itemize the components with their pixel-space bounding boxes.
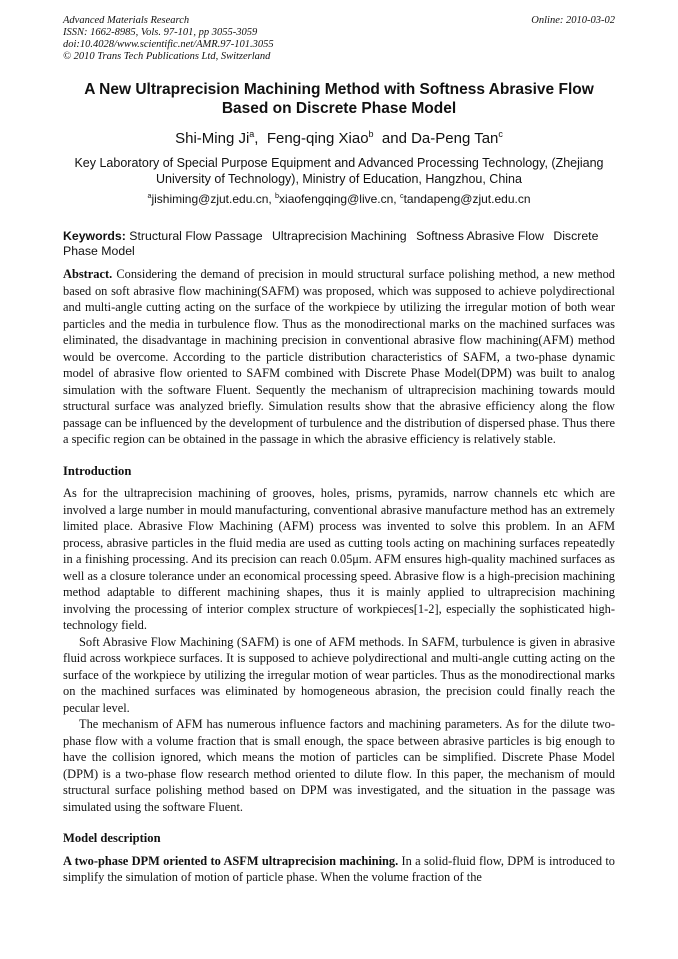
email-mark: b bbox=[275, 191, 280, 200]
copyright-line: © 2010 Trans Tech Publications Ltd, Switzerland bbox=[63, 51, 271, 62]
keyword: Structural Flow Passage bbox=[129, 229, 263, 243]
email-mark: c bbox=[399, 191, 404, 200]
abstract-text: Considering the demand of precision in mould structural surface polishing method, a new method based on soft abrasive flow machining(SAFM) was proposed, which was supposed to achieve polydirectional and multi-angle cutting acting on the surface of the workpiece by utilizing the irregular motion of both wear particles and the media in turbulence flow. Thus as the monodirectional marks on the machined surfaces was eliminated, the disadvantage in machining precision in conventional abrasive flow machining(AFM) method would be overcome. According to the particle distribution characteristics of SAFM, a two-phase dynamic model of abrasive flow oriented to SAFM combined with Discrete Phase Model(DPM) was built to analog simulation with the software Fluent. Sequently the mechanism of ultraprecision machining towards mould structural surface was analyzed briefly. Simulation results show that the abrasive efficiency along the flow passage can be influenced by the development of turbulence and the distribution of dispersed phase. Thus there a specific region can be obtained in the passage in which the abrasive efficiency is relatively stable. bbox=[63, 267, 615, 446]
email-address[interactable]: jishiming@zjut.edu.cn, bbox=[151, 192, 276, 206]
intro-paragraph: As for the ultraprecision machining of grooves, holes, prisms, pyramids, narrow channels etc which are involved a large number in mould manufacturing, conventional abrasive manufacture method has an extremely limited place. Abrasive Flow Machining (AFM) process was invented to solve this problem. In an AFM process, abrasive particles in the fluid media are used as cutting tools acting on machining surfaces repeatedly in a finishing processing. And its precision can reach 0.05μm. AFM ensures high-quality machined surfaces as well as a closure tolerance under an economical processing speed. Abrasive flow is a high-precision machining method adaptable to different machining shapes, thus it is mainly applied to ultraprecision machining involving the processing of interior complex structure of workpieces[1-2], especially the sophisticated high-technology field. bbox=[63, 486, 615, 632]
author-name: Feng-qing Xiao bbox=[266, 130, 369, 147]
intro-paragraph: Soft Abrasive Flow Machining (SAFM) is one of AFM methods. In SAFM, turbulence is given in abrasive fluid across workpiece surfaces. It is supposed to achieve polydirectional and multi-angle cutting acting on the surface of the workpiece by utilizing the irregular motion of wear particles. Thus as the monodirectional marks on the machined surfaces was eliminated by homogeneous abrasion, the precision could finally reach the pecular level. bbox=[63, 634, 615, 715]
email-mark: a bbox=[147, 191, 152, 200]
author-emails bbox=[63, 192, 615, 207]
model-heading: Model description bbox=[63, 831, 161, 845]
author-name: Shi-Ming Ji bbox=[175, 130, 250, 147]
author-separator: , bbox=[254, 130, 267, 147]
abstract-label: Abstract. bbox=[63, 267, 113, 281]
email-address[interactable]: xiaofengqing@live.cn, bbox=[279, 192, 400, 206]
paper-body bbox=[63, 266, 615, 886]
keywords bbox=[63, 229, 615, 259]
author-affil-mark: c bbox=[498, 129, 503, 139]
issn-line: ISSN: 1662-8985, Vols. 97-101, pp 3055-3059 bbox=[63, 27, 258, 38]
author-separator: and bbox=[373, 130, 412, 147]
keywords-label: Keywords: bbox=[63, 229, 126, 243]
affiliation: Key Laboratory of Special Purpose Equipment and Advanced Processing Technology, (Zhejiang University of Technology), Ministry of Education, Hangzhou, China bbox=[74, 156, 604, 186]
model-lead-text: In a solid-fluid flow, DPM is introduced to simplify the simulation of motion of particle phase. When the volume fraction of the bbox=[63, 853, 615, 884]
keyword: Discrete Phase Model bbox=[63, 229, 599, 258]
author-affil-mark: a bbox=[249, 129, 255, 139]
keyword: Ultraprecision Machining bbox=[272, 229, 407, 243]
introduction-heading: Introduction bbox=[63, 463, 132, 478]
doi-line: doi:10.4028/www.scientific.net/AMR.97-101.3055 bbox=[63, 39, 274, 50]
intro-paragraph: The mechanism of AFM has numerous influence factors and machining parameters. As for the dilute two-phase flow with a volume fraction that is small enough, the space between abrasive particles is big enough to have the collision ignored, which means the motion of particles can be simplified. Discrete Phase Model (DPM) is a two-phase flow research method oriented to dilute flow. In this paper, the mechanism of mould structural surface polishing method based on DPM was investigated, and the situation in the passage was simulated using the software Fluent. bbox=[63, 717, 615, 814]
running-header bbox=[63, 15, 615, 63]
journal-name: Advanced Materials Research bbox=[63, 15, 190, 26]
author-name: Da-Peng Tan bbox=[411, 130, 499, 147]
model-paragraph bbox=[63, 853, 615, 886]
online-date: Online: 2010-03-02 bbox=[531, 15, 615, 26]
author-affil-mark: b bbox=[368, 129, 374, 139]
email-address[interactable]: tandapeng@zjut.edu.cn bbox=[403, 192, 531, 206]
author-list bbox=[63, 130, 615, 148]
abstract bbox=[63, 266, 615, 448]
paper-title: A New Ultraprecision Machining Method with Softness Abrasive Flow Based on Discrete Phase Model bbox=[84, 81, 594, 117]
keyword: Softness Abrasive Flow bbox=[416, 229, 544, 243]
model-lead-bold: A two-phase DPM oriented to ASFM ultraprecision machining. bbox=[63, 853, 399, 868]
